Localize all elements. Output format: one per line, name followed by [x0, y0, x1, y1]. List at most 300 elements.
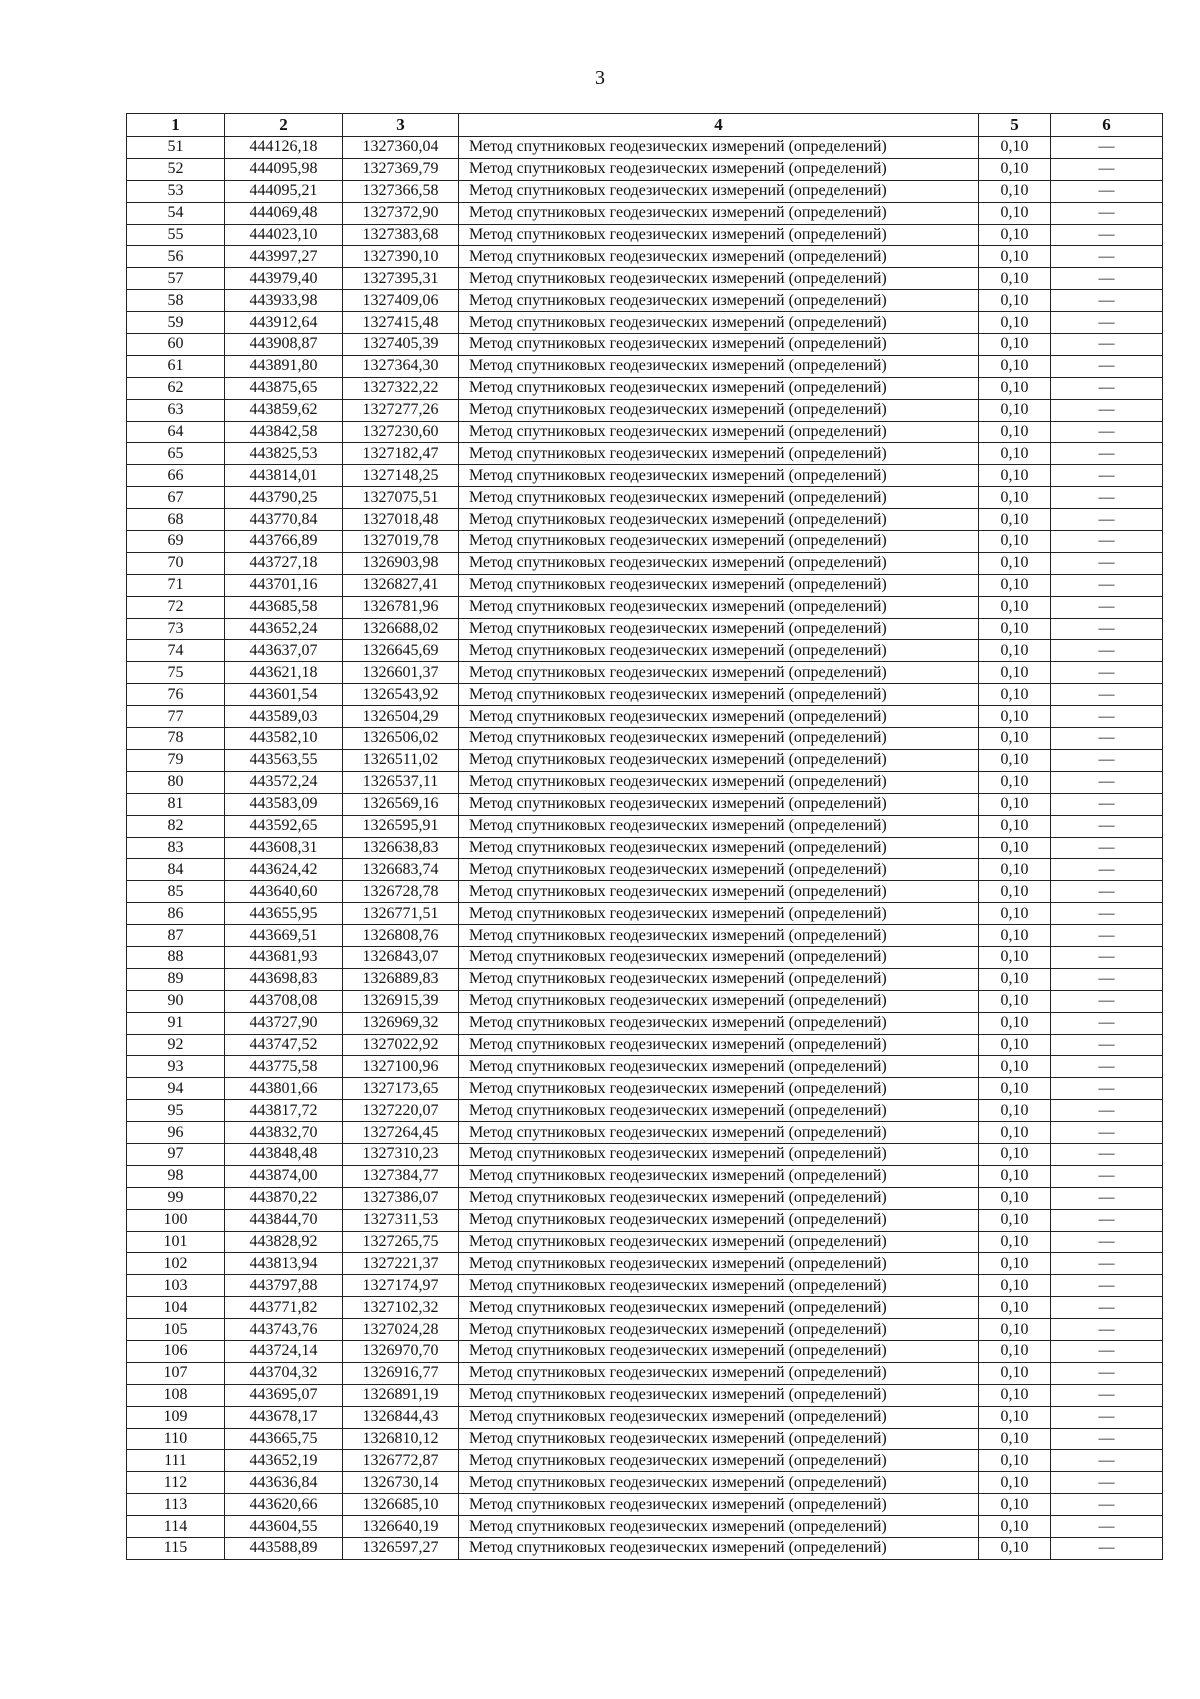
y-coordinate-cell: 1326511,02 [343, 749, 459, 771]
table-row [127, 837, 1163, 859]
table-row [127, 968, 1163, 990]
method-cell: Метод спутниковых геодезических измерений (определений) [459, 1428, 979, 1450]
notes-cell: — [1051, 1187, 1163, 1209]
notes-cell: — [1051, 1056, 1163, 1078]
point-number-cell: 64 [127, 421, 225, 443]
y-coordinate-cell: 1326903,98 [343, 552, 459, 574]
notes-cell: — [1051, 749, 1163, 771]
accuracy-cell: 0,10 [979, 552, 1051, 574]
y-coordinate-cell: 1327024,28 [343, 1319, 459, 1341]
method-cell: Метод спутниковых геодезических измерений (определений) [459, 990, 979, 1012]
x-coordinate-cell: 443583,09 [225, 793, 343, 815]
notes-cell: — [1051, 1253, 1163, 1275]
point-number-cell: 115 [127, 1538, 225, 1560]
y-coordinate-cell: 1326730,14 [343, 1472, 459, 1494]
x-coordinate-cell: 443563,55 [225, 749, 343, 771]
accuracy-cell: 0,10 [979, 1187, 1051, 1209]
notes-cell: — [1051, 771, 1163, 793]
table-row [127, 1122, 1163, 1144]
notes-cell: — [1051, 662, 1163, 684]
x-coordinate-cell: 444069,48 [225, 202, 343, 224]
table-row [127, 1340, 1163, 1362]
notes-cell: — [1051, 1450, 1163, 1472]
table-row [127, 1450, 1163, 1472]
point-number-cell: 61 [127, 355, 225, 377]
y-coordinate-cell: 1327022,92 [343, 1034, 459, 1056]
y-coordinate-cell: 1326916,77 [343, 1362, 459, 1384]
accuracy-cell: 0,10 [979, 946, 1051, 968]
notes-cell: — [1051, 334, 1163, 356]
accuracy-cell: 0,10 [979, 1340, 1051, 1362]
table-row [127, 1209, 1163, 1231]
table-row [127, 1012, 1163, 1034]
notes-cell: — [1051, 509, 1163, 531]
accuracy-cell: 0,10 [979, 531, 1051, 553]
notes-cell: — [1051, 224, 1163, 246]
method-cell: Метод спутниковых геодезических измерений (определений) [459, 1406, 979, 1428]
method-cell: Метод спутниковых геодезических измерений (определений) [459, 1034, 979, 1056]
method-cell: Метод спутниковых геодезических измерений (определений) [459, 793, 979, 815]
table-row [127, 1406, 1163, 1428]
accuracy-cell: 0,10 [979, 1100, 1051, 1122]
notes-cell: — [1051, 1297, 1163, 1319]
x-coordinate-cell: 443640,60 [225, 881, 343, 903]
accuracy-cell: 0,10 [979, 706, 1051, 728]
notes-cell: — [1051, 1494, 1163, 1516]
coordinates-table [126, 113, 1163, 1560]
x-coordinate-cell: 443790,25 [225, 487, 343, 509]
table-row [127, 487, 1163, 509]
accuracy-cell: 0,10 [979, 1078, 1051, 1100]
notes-cell: — [1051, 1012, 1163, 1034]
y-coordinate-cell: 1327372,90 [343, 202, 459, 224]
table-row [127, 531, 1163, 553]
accuracy-cell: 0,10 [979, 465, 1051, 487]
point-number-cell: 92 [127, 1034, 225, 1056]
x-coordinate-cell: 443912,64 [225, 312, 343, 334]
accuracy-cell: 0,10 [979, 1428, 1051, 1450]
method-cell: Метод спутниковых геодезических измерений (определений) [459, 1209, 979, 1231]
point-number-cell: 101 [127, 1231, 225, 1253]
x-coordinate-cell: 443572,24 [225, 771, 343, 793]
accuracy-cell: 0,10 [979, 1209, 1051, 1231]
table-row [127, 1187, 1163, 1209]
notes-cell: — [1051, 268, 1163, 290]
y-coordinate-cell: 1327409,06 [343, 290, 459, 312]
table-row [127, 815, 1163, 837]
notes-cell: — [1051, 1472, 1163, 1494]
table-row [127, 684, 1163, 706]
table-row [127, 728, 1163, 750]
method-cell: Метод спутниковых геодезических измерений (определений) [459, 1516, 979, 1538]
method-cell: Метод спутниковых геодезических измерений (определений) [459, 224, 979, 246]
notes-cell: — [1051, 837, 1163, 859]
table-row [127, 662, 1163, 684]
y-coordinate-cell: 1327360,04 [343, 137, 459, 159]
point-number-cell: 72 [127, 596, 225, 618]
y-coordinate-cell: 1326537,11 [343, 771, 459, 793]
table-row [127, 290, 1163, 312]
method-cell: Метод спутниковых геодезических измерений (определений) [459, 946, 979, 968]
table-row [127, 509, 1163, 531]
x-coordinate-cell: 443588,89 [225, 1538, 343, 1560]
accuracy-cell: 0,10 [979, 334, 1051, 356]
method-cell: Метод спутниковых геодезических измерений (определений) [459, 1143, 979, 1165]
method-cell: Метод спутниковых геодезических измерений (определений) [459, 574, 979, 596]
accuracy-cell: 0,10 [979, 1494, 1051, 1516]
point-number-cell: 108 [127, 1384, 225, 1406]
notes-cell: — [1051, 246, 1163, 268]
y-coordinate-cell: 1327018,48 [343, 509, 459, 531]
x-coordinate-cell: 443797,88 [225, 1275, 343, 1297]
y-coordinate-cell: 1327173,65 [343, 1078, 459, 1100]
table-row [127, 1472, 1163, 1494]
y-coordinate-cell: 1327265,75 [343, 1231, 459, 1253]
accuracy-cell: 0,10 [979, 640, 1051, 662]
y-coordinate-cell: 1326597,27 [343, 1538, 459, 1560]
header-col-1: 1 [127, 114, 225, 137]
table-row [127, 596, 1163, 618]
x-coordinate-cell: 443698,83 [225, 968, 343, 990]
y-coordinate-cell: 1326891,19 [343, 1384, 459, 1406]
y-coordinate-cell: 1327264,45 [343, 1122, 459, 1144]
y-coordinate-cell: 1326506,02 [343, 728, 459, 750]
accuracy-cell: 0,10 [979, 684, 1051, 706]
method-cell: Метод спутниковых геодезических измерений (определений) [459, 1319, 979, 1341]
point-number-cell: 80 [127, 771, 225, 793]
x-coordinate-cell: 443621,18 [225, 662, 343, 684]
accuracy-cell: 0,10 [979, 1253, 1051, 1275]
notes-cell: — [1051, 596, 1163, 618]
y-coordinate-cell: 1327102,32 [343, 1297, 459, 1319]
point-number-cell: 53 [127, 180, 225, 202]
table-row [127, 1253, 1163, 1275]
method-cell: Метод спутниковых геодезических измерений (определений) [459, 881, 979, 903]
accuracy-cell: 0,10 [979, 925, 1051, 947]
y-coordinate-cell: 1326685,10 [343, 1494, 459, 1516]
method-cell: Метод спутниковых геодезических измерений (определений) [459, 1100, 979, 1122]
accuracy-cell: 0,10 [979, 290, 1051, 312]
y-coordinate-cell: 1327384,77 [343, 1165, 459, 1187]
accuracy-cell: 0,10 [979, 1472, 1051, 1494]
accuracy-cell: 0,10 [979, 968, 1051, 990]
method-cell: Метод спутниковых геодезических измерений (определений) [459, 728, 979, 750]
point-number-cell: 74 [127, 640, 225, 662]
method-cell: Метод спутниковых геодезических измерений (определений) [459, 552, 979, 574]
method-cell: Метод спутниковых геодезических измерений (определений) [459, 1187, 979, 1209]
y-coordinate-cell: 1326844,43 [343, 1406, 459, 1428]
x-coordinate-cell: 444023,10 [225, 224, 343, 246]
notes-cell: — [1051, 1406, 1163, 1428]
y-coordinate-cell: 1327100,96 [343, 1056, 459, 1078]
y-coordinate-cell: 1326781,96 [343, 596, 459, 618]
notes-cell: — [1051, 1275, 1163, 1297]
table-row [127, 1275, 1163, 1297]
notes-cell: — [1051, 531, 1163, 553]
method-cell: Метод спутниковых геодезических измерений (определений) [459, 509, 979, 531]
point-number-cell: 112 [127, 1472, 225, 1494]
x-coordinate-cell: 443695,07 [225, 1384, 343, 1406]
accuracy-cell: 0,10 [979, 990, 1051, 1012]
x-coordinate-cell: 443636,84 [225, 1472, 343, 1494]
point-number-cell: 102 [127, 1253, 225, 1275]
method-cell: Метод спутниковых геодезических измерений (определений) [459, 640, 979, 662]
y-coordinate-cell: 1326771,51 [343, 903, 459, 925]
point-number-cell: 78 [127, 728, 225, 750]
x-coordinate-cell: 443727,90 [225, 1012, 343, 1034]
table-row [127, 925, 1163, 947]
notes-cell: — [1051, 137, 1163, 159]
accuracy-cell: 0,10 [979, 355, 1051, 377]
table-row [127, 312, 1163, 334]
notes-cell: — [1051, 815, 1163, 837]
method-cell: Метод спутниковых геодезических измерений (определений) [459, 1450, 979, 1472]
x-coordinate-cell: 443747,52 [225, 1034, 343, 1056]
y-coordinate-cell: 1326728,78 [343, 881, 459, 903]
method-cell: Метод спутниковых геодезических измерений (определений) [459, 334, 979, 356]
y-coordinate-cell: 1327390,10 [343, 246, 459, 268]
notes-cell: — [1051, 1428, 1163, 1450]
accuracy-cell: 0,10 [979, 903, 1051, 925]
point-number-cell: 111 [127, 1450, 225, 1472]
method-cell: Метод спутниковых геодезических измерений (определений) [459, 837, 979, 859]
accuracy-cell: 0,10 [979, 1165, 1051, 1187]
x-coordinate-cell: 443685,58 [225, 596, 343, 618]
table-row [127, 443, 1163, 465]
table-row [127, 1428, 1163, 1450]
method-cell: Метод спутниковых геодезических измерений (определений) [459, 465, 979, 487]
notes-cell: — [1051, 1538, 1163, 1560]
point-number-cell: 104 [127, 1297, 225, 1319]
accuracy-cell: 0,10 [979, 793, 1051, 815]
notes-cell: — [1051, 968, 1163, 990]
table-row [127, 1100, 1163, 1122]
notes-cell: — [1051, 706, 1163, 728]
table-row [127, 399, 1163, 421]
x-coordinate-cell: 443828,92 [225, 1231, 343, 1253]
x-coordinate-cell: 443842,58 [225, 421, 343, 443]
method-cell: Метод спутниковых геодезических измерений (определений) [459, 421, 979, 443]
table-row [127, 1297, 1163, 1319]
point-number-cell: 91 [127, 1012, 225, 1034]
y-coordinate-cell: 1327221,37 [343, 1253, 459, 1275]
y-coordinate-cell: 1327174,97 [343, 1275, 459, 1297]
y-coordinate-cell: 1326595,91 [343, 815, 459, 837]
table-row [127, 990, 1163, 1012]
notes-cell: — [1051, 946, 1163, 968]
x-coordinate-cell: 443813,94 [225, 1253, 343, 1275]
x-coordinate-cell: 443891,80 [225, 355, 343, 377]
point-number-cell: 90 [127, 990, 225, 1012]
table-row [127, 706, 1163, 728]
accuracy-cell: 0,10 [979, 1538, 1051, 1560]
x-coordinate-cell: 443589,03 [225, 706, 343, 728]
accuracy-cell: 0,10 [979, 137, 1051, 159]
notes-cell: — [1051, 793, 1163, 815]
point-number-cell: 60 [127, 334, 225, 356]
method-cell: Метод спутниковых геодезических измерений (определений) [459, 1362, 979, 1384]
notes-cell: — [1051, 925, 1163, 947]
table-body [127, 137, 1163, 1560]
method-cell: Метод спутниковых геодезических измерений (определений) [459, 290, 979, 312]
point-number-cell: 95 [127, 1100, 225, 1122]
y-coordinate-cell: 1326638,83 [343, 837, 459, 859]
accuracy-cell: 0,10 [979, 749, 1051, 771]
y-coordinate-cell: 1326970,70 [343, 1340, 459, 1362]
accuracy-cell: 0,10 [979, 1056, 1051, 1078]
table-row [127, 1362, 1163, 1384]
y-coordinate-cell: 1326810,12 [343, 1428, 459, 1450]
accuracy-cell: 0,10 [979, 224, 1051, 246]
table-row [127, 1056, 1163, 1078]
notes-cell: — [1051, 1165, 1163, 1187]
table-row [127, 771, 1163, 793]
y-coordinate-cell: 1326808,76 [343, 925, 459, 947]
x-coordinate-cell: 443652,24 [225, 618, 343, 640]
method-cell: Метод спутниковых геодезических измерений (определений) [459, 1231, 979, 1253]
x-coordinate-cell: 443848,48 [225, 1143, 343, 1165]
accuracy-cell: 0,10 [979, 596, 1051, 618]
accuracy-cell: 0,10 [979, 728, 1051, 750]
method-cell: Метод спутниковых геодезических измерений (определений) [459, 968, 979, 990]
point-number-cell: 87 [127, 925, 225, 947]
notes-cell: — [1051, 1319, 1163, 1341]
notes-cell: — [1051, 618, 1163, 640]
x-coordinate-cell: 443637,07 [225, 640, 343, 662]
method-cell: Метод спутниковых геодезических измерений (определений) [459, 531, 979, 553]
point-number-cell: 56 [127, 246, 225, 268]
method-cell: Метод спутниковых геодезических измерений (определений) [459, 596, 979, 618]
point-number-cell: 65 [127, 443, 225, 465]
table-header-row [127, 114, 1163, 137]
method-cell: Метод спутниковых геодезических измерений (определений) [459, 1472, 979, 1494]
x-coordinate-cell: 444095,98 [225, 158, 343, 180]
point-number-cell: 114 [127, 1516, 225, 1538]
table-row [127, 859, 1163, 881]
method-cell: Метод спутниковых геодезических измерений (определений) [459, 662, 979, 684]
point-number-cell: 85 [127, 881, 225, 903]
point-number-cell: 67 [127, 487, 225, 509]
accuracy-cell: 0,10 [979, 1406, 1051, 1428]
accuracy-cell: 0,10 [979, 1143, 1051, 1165]
page-number: 3 [595, 67, 605, 89]
point-number-cell: 54 [127, 202, 225, 224]
x-coordinate-cell: 443771,82 [225, 1297, 343, 1319]
method-cell: Метод спутниковых геодезических измерений (определений) [459, 202, 979, 224]
y-coordinate-cell: 1327148,25 [343, 465, 459, 487]
notes-cell: — [1051, 990, 1163, 1012]
x-coordinate-cell: 443775,58 [225, 1056, 343, 1078]
table-row [127, 903, 1163, 925]
point-number-cell: 63 [127, 399, 225, 421]
x-coordinate-cell: 443604,55 [225, 1516, 343, 1538]
x-coordinate-cell: 443979,40 [225, 268, 343, 290]
table-row [127, 793, 1163, 815]
table-row [127, 749, 1163, 771]
method-cell: Метод спутниковых геодезических измерений (определений) [459, 618, 979, 640]
header-col-5: 5 [979, 114, 1051, 137]
accuracy-cell: 0,10 [979, 1034, 1051, 1056]
point-number-cell: 94 [127, 1078, 225, 1100]
table-row [127, 158, 1163, 180]
accuracy-cell: 0,10 [979, 618, 1051, 640]
point-number-cell: 71 [127, 574, 225, 596]
notes-cell: — [1051, 312, 1163, 334]
y-coordinate-cell: 1327310,23 [343, 1143, 459, 1165]
table-row [127, 355, 1163, 377]
point-number-cell: 99 [127, 1187, 225, 1209]
accuracy-cell: 0,10 [979, 1275, 1051, 1297]
point-number-cell: 84 [127, 859, 225, 881]
point-number-cell: 86 [127, 903, 225, 925]
point-number-cell: 96 [127, 1122, 225, 1144]
x-coordinate-cell: 443592,65 [225, 815, 343, 837]
notes-cell: — [1051, 552, 1163, 574]
notes-cell: — [1051, 202, 1163, 224]
method-cell: Метод спутниковых геодезических измерений (определений) [459, 815, 979, 837]
notes-cell: — [1051, 728, 1163, 750]
accuracy-cell: 0,10 [979, 881, 1051, 903]
point-number-cell: 69 [127, 531, 225, 553]
notes-cell: — [1051, 1122, 1163, 1144]
y-coordinate-cell: 1326504,29 [343, 706, 459, 728]
point-number-cell: 70 [127, 552, 225, 574]
method-cell: Метод спутниковых геодезических измерений (определений) [459, 377, 979, 399]
notes-cell: — [1051, 399, 1163, 421]
point-number-cell: 103 [127, 1275, 225, 1297]
method-cell: Метод спутниковых геодезических измерений (определений) [459, 1297, 979, 1319]
y-coordinate-cell: 1327364,30 [343, 355, 459, 377]
x-coordinate-cell: 443801,66 [225, 1078, 343, 1100]
x-coordinate-cell: 443601,54 [225, 684, 343, 706]
x-coordinate-cell: 443825,53 [225, 443, 343, 465]
point-number-cell: 88 [127, 946, 225, 968]
notes-cell: — [1051, 180, 1163, 202]
notes-cell: — [1051, 465, 1163, 487]
accuracy-cell: 0,10 [979, 312, 1051, 334]
x-coordinate-cell: 443678,17 [225, 1406, 343, 1428]
accuracy-cell: 0,10 [979, 158, 1051, 180]
notes-cell: — [1051, 487, 1163, 509]
header-col-3: 3 [343, 114, 459, 137]
method-cell: Метод спутниковых геодезических измерений (определений) [459, 859, 979, 881]
accuracy-cell: 0,10 [979, 837, 1051, 859]
y-coordinate-cell: 1327366,58 [343, 180, 459, 202]
y-coordinate-cell: 1326827,41 [343, 574, 459, 596]
notes-cell: — [1051, 158, 1163, 180]
y-coordinate-cell: 1326843,07 [343, 946, 459, 968]
x-coordinate-cell: 443724,14 [225, 1340, 343, 1362]
y-coordinate-cell: 1327311,53 [343, 1209, 459, 1231]
point-number-cell: 109 [127, 1406, 225, 1428]
table-row [127, 881, 1163, 903]
y-coordinate-cell: 1327019,78 [343, 531, 459, 553]
y-coordinate-cell: 1326969,32 [343, 1012, 459, 1034]
accuracy-cell: 0,10 [979, 202, 1051, 224]
notes-cell: — [1051, 355, 1163, 377]
table-row [127, 618, 1163, 640]
notes-cell: — [1051, 290, 1163, 312]
point-number-cell: 75 [127, 662, 225, 684]
point-number-cell: 73 [127, 618, 225, 640]
notes-cell: — [1051, 574, 1163, 596]
method-cell: Метод спутниковых геодезических измерений (определений) [459, 355, 979, 377]
table-row [127, 1516, 1163, 1538]
point-number-cell: 98 [127, 1165, 225, 1187]
notes-cell: — [1051, 421, 1163, 443]
table-row [127, 1384, 1163, 1406]
x-coordinate-cell: 443859,62 [225, 399, 343, 421]
